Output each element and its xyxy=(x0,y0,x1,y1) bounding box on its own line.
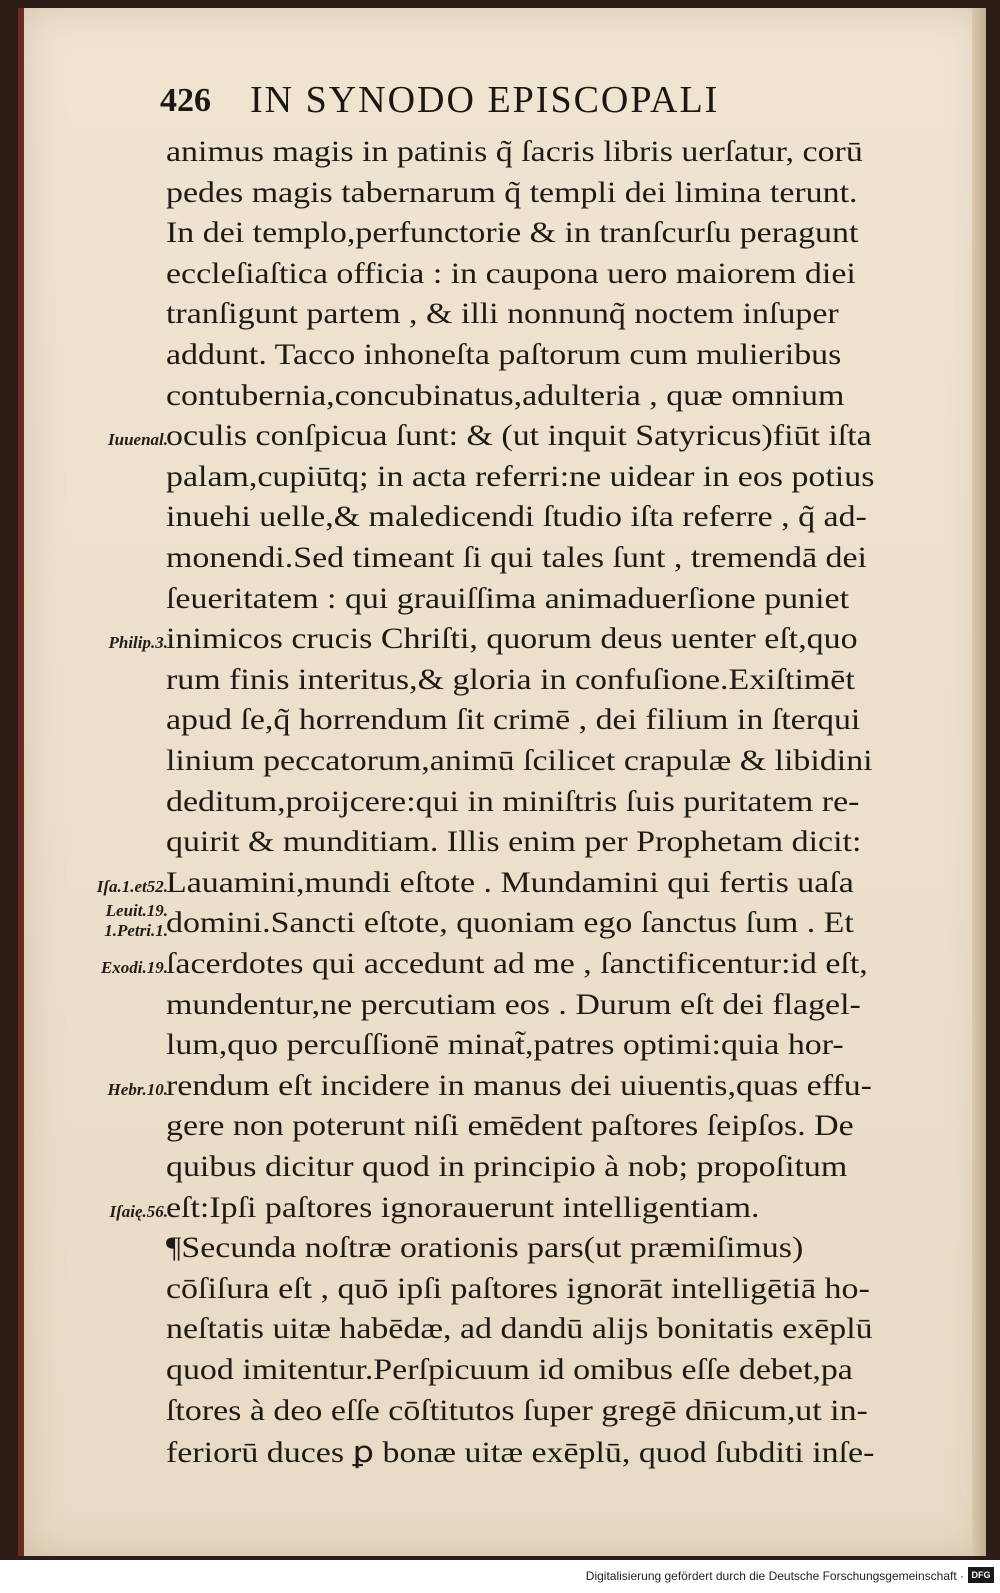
text-line: ſeueritatem : qui grauiſſima animaduerſione puniet xyxy=(166,582,849,615)
text-line: quibus dicitur quod in principio à nob; propoſitum xyxy=(166,1151,848,1183)
text-line: rendum eſt incidere in manus dei uiuentis,quas effu- xyxy=(166,1069,872,1102)
text-line: domini.Sancti eſtote, quoniam ego ſanctus ſum . Et xyxy=(166,907,854,940)
margin-note: Hebr.10. xyxy=(107,1079,168,1099)
page-number: 426 xyxy=(160,82,211,119)
text-line: inuehi uelle,& maledicendi ſtudio iſta referre , q̃ ad- xyxy=(166,501,867,534)
text-line: quod imitentur.Perſpicuum id omibus eſſe debet,pa xyxy=(166,1354,853,1386)
text-line: neſtatis uitæ habēdæ, ad dandū alijs bonitatis exēplū xyxy=(166,1313,873,1346)
margin-note: Iſa.1.et52. xyxy=(96,876,168,896)
text-line: apud ſe,q̃ horrendum ſit crimē , dei filium in ſterqui xyxy=(166,704,861,737)
text-line: contubernia,concubinatus,adulteria , quæ omnium xyxy=(166,379,845,412)
page-edge xyxy=(972,8,986,1556)
margin-note: Philip.3. xyxy=(108,633,168,653)
margin-note: Exodi.19. xyxy=(100,958,168,977)
dfg-logo: DFG xyxy=(968,1567,994,1583)
text-line: linium peccatorum,animū ſcilicet crapulæ & libidini xyxy=(166,745,873,777)
text-line: mundentur,ne percutiam eos . Durum eſt dei flagel- xyxy=(166,988,861,1021)
margin-note: Iſaię.56. xyxy=(109,1201,168,1221)
margin-note: 1.Petri.1. xyxy=(104,921,168,941)
text-line: eſt:Ipſi paſtores ignorauerunt intelligentiam. xyxy=(166,1191,760,1224)
text-line: ſtores à deo eſſe cōſtitutos ſuper gregē dn̄icum,ut in- xyxy=(166,1394,868,1427)
text-line: addunt. Tacco inhoneſta paſtorum cum mulieribus xyxy=(166,339,842,371)
text-line: Lauamini,mundi eſtote . Mundamini qui fertis uaſa xyxy=(166,866,854,899)
text-line: quirit & munditiam. Illis enim per Prophetam dicit: xyxy=(166,826,862,859)
text-line: lum,quo percuſſionē minat̃,patres optimi:quia hor- xyxy=(166,1029,844,1062)
text-line: In dei templo,perfunctorie & in tranſcurſu peragunt xyxy=(166,217,859,250)
margin-note: Leuit.19. xyxy=(105,901,168,921)
text-line: eccleſiaſtica officia : in caupona uero maiorem diei xyxy=(166,257,856,290)
page-header xyxy=(160,78,860,128)
text-line: ſacerdotes qui accedunt ad me , ſanctificentur:id eſt, xyxy=(166,948,868,980)
text-line: gere non poterunt niſi emēdent paſtores ſeipſos. De xyxy=(166,1110,854,1143)
text-line: tranſigunt partem , & illi nonnunq̃ noctem inſuper xyxy=(166,298,839,331)
text-line: palam,cupiūtq; in acta referri:ne uidear in eos potius xyxy=(166,460,875,493)
footer-bar xyxy=(0,1560,1000,1593)
running-head: IN SYNODO EPISCOPALI xyxy=(250,79,720,121)
text-line: oculis conſpicua ſunt: & (ut inquit Satyricus)fiūt iſta xyxy=(166,420,872,453)
text-line: animus magis in patinis q̃ ſacris libris uerſatur, corū xyxy=(166,136,863,168)
text-line: pedes magis tabernarum q̃ templi dei limina terunt. xyxy=(166,176,858,209)
text-line: feriorū duces ꝑ bonæ uitæ exēplū, quod ſubditi inſe- xyxy=(166,1437,875,1470)
text-line: deditum,proijcere:qui in miniſtris ſuis puritatem re- xyxy=(166,785,860,818)
text-line: ¶Secunda noſtræ orationis pars(ut præmiſimus) xyxy=(166,1232,804,1265)
text-line: cōſiſura eſt , quō ipſi paſtores ignorāt intelligētiā ho- xyxy=(166,1272,870,1305)
text-line: inimicos crucis Chriſti, quorum deus uenter eſt,quo xyxy=(166,623,858,656)
text-line: rum finis interitus,& gloria in confuſione.Exiſtimēt xyxy=(166,663,855,696)
margin-note: Iuuenal. xyxy=(108,430,168,450)
footer-credit: Digitalisierung gefördert durch die Deutsche Forschungsgemeinschaft · xyxy=(585,1569,964,1583)
text-line: monendi.Sed timeant ſi qui tales ſunt , tremendā dei xyxy=(166,542,867,574)
